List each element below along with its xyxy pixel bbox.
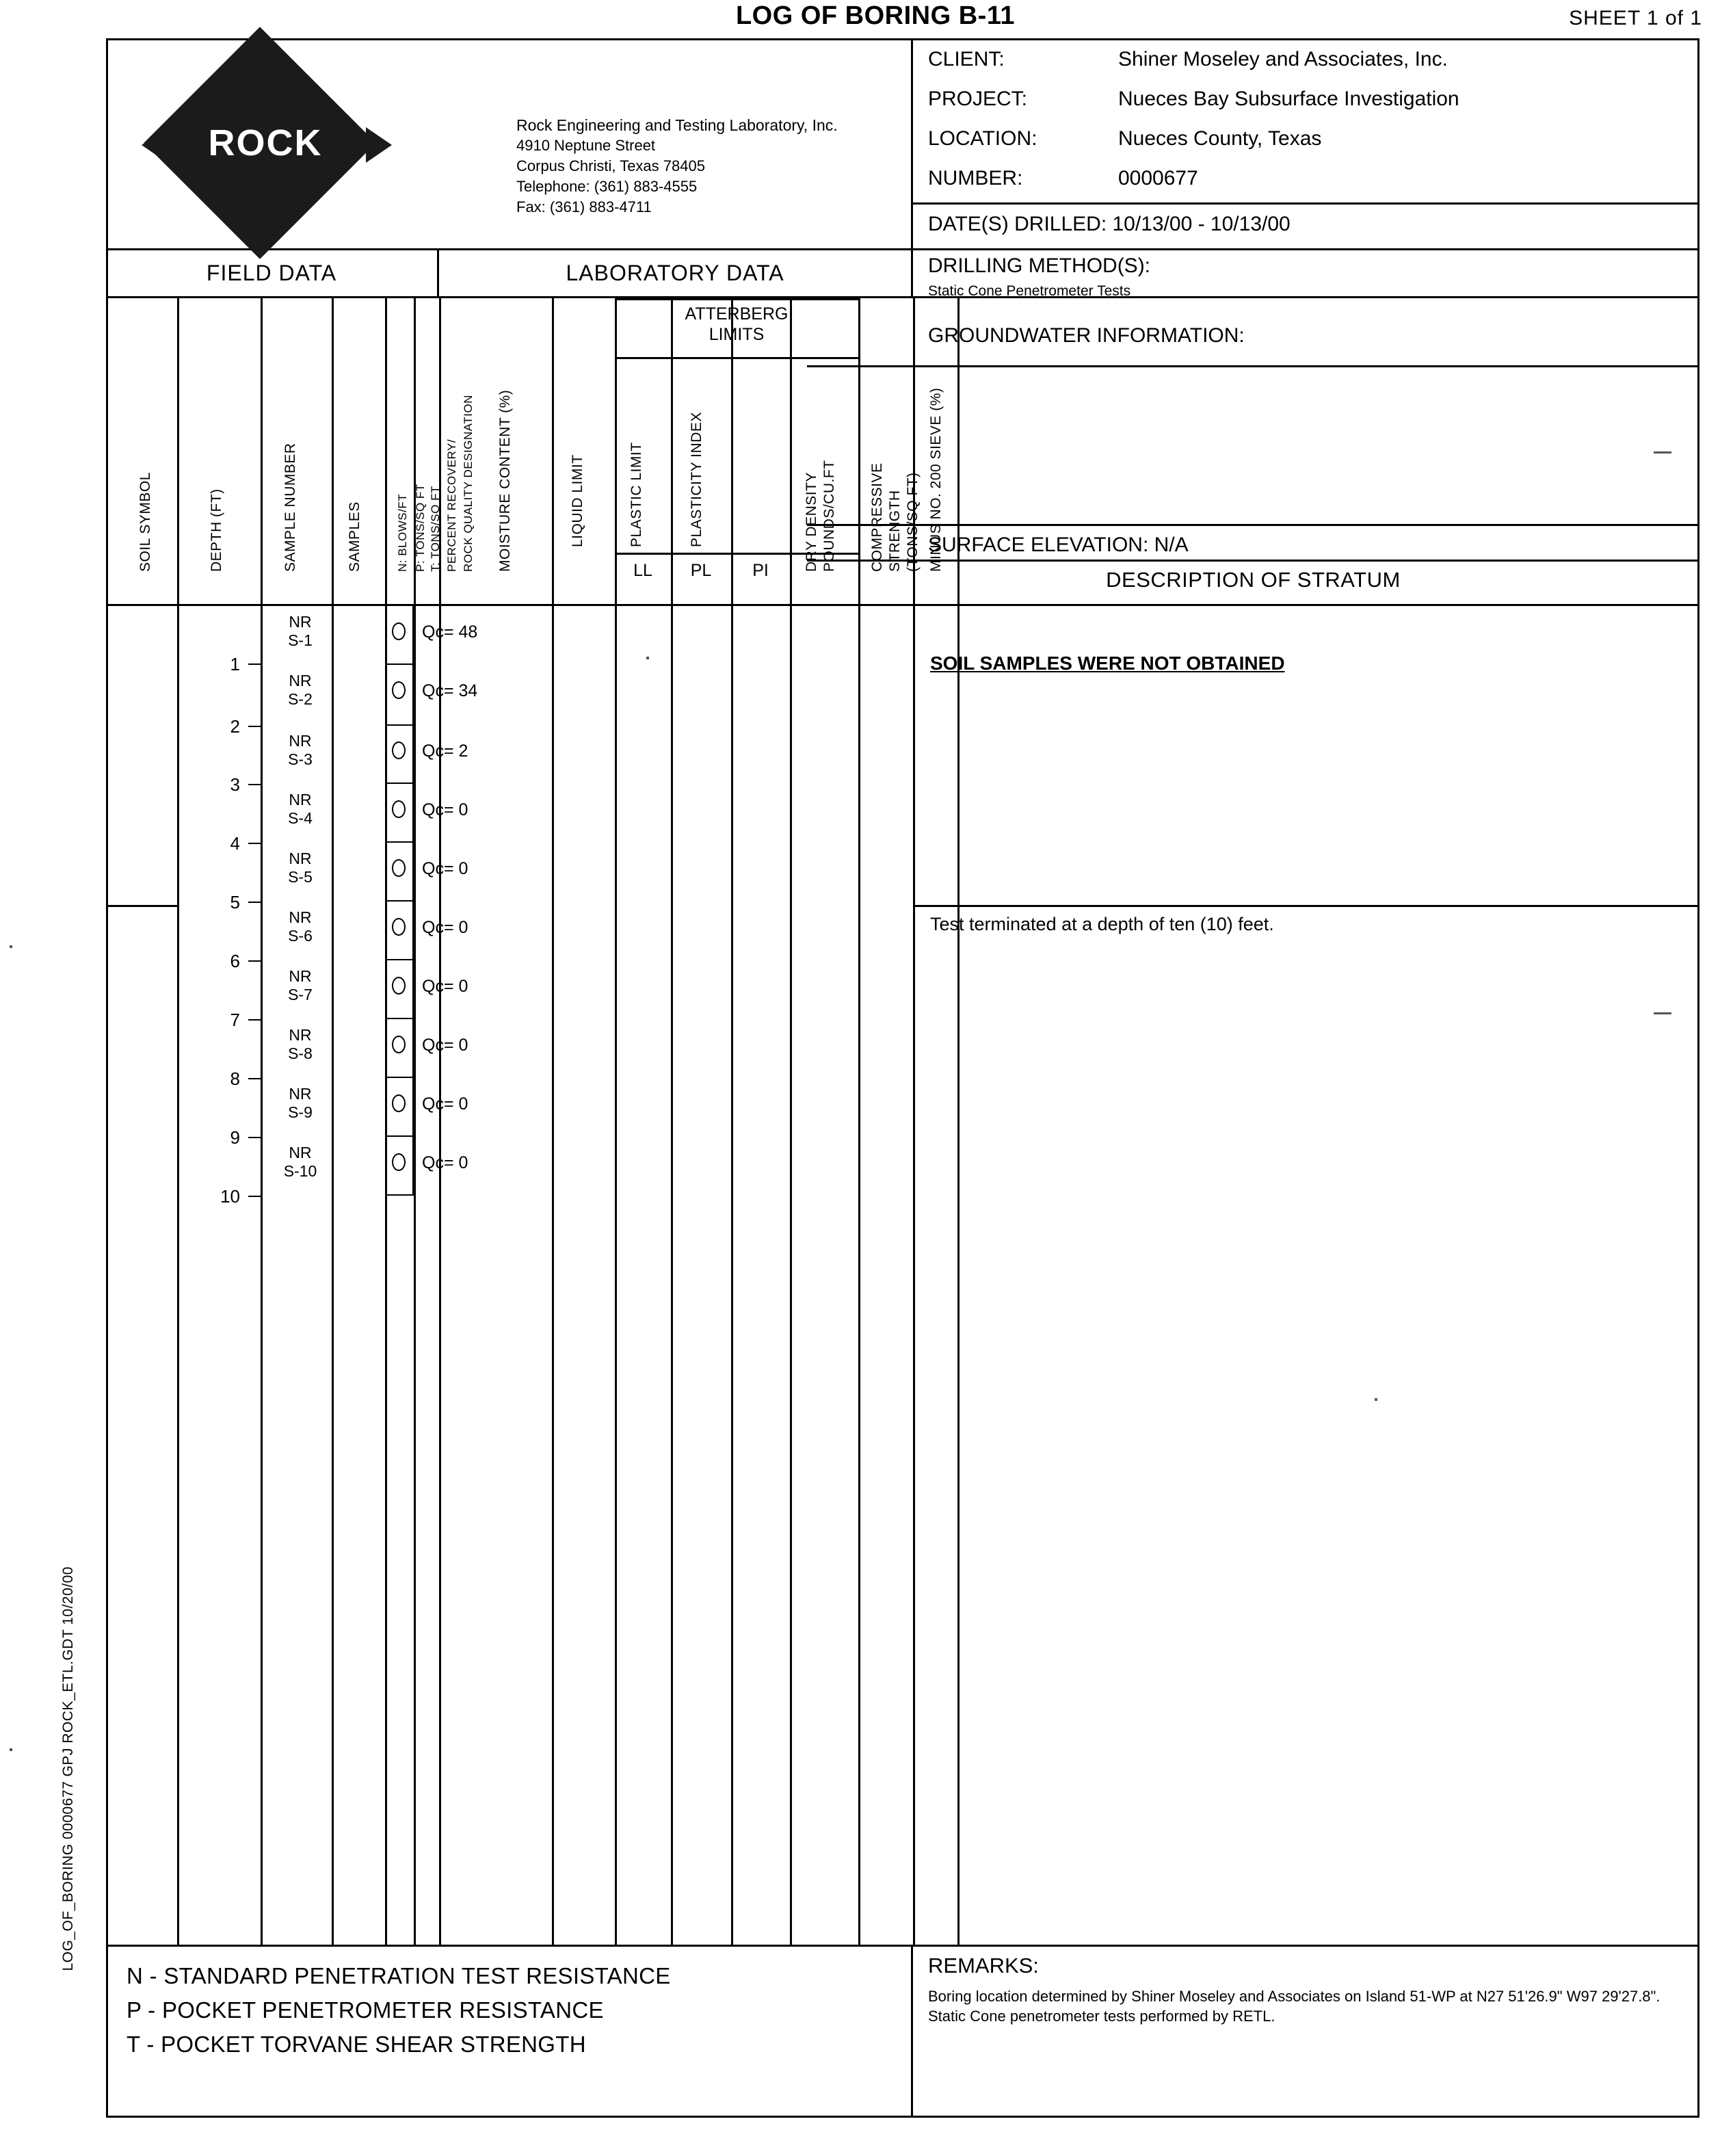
sample-row-2-qc: Qc= 34 [422,681,478,700]
col-sep-depth [261,298,263,606]
sample-row-8-qc: Qc= 0 [422,1036,468,1055]
sample-row-3-id: S-3 [288,750,313,768]
section-band [106,250,1699,298]
body-sep-0 [106,606,108,1947]
atterberg-top-line [615,298,858,300]
field-data-header: FIELD DATA [106,250,439,298]
remarks-block [913,1947,1699,2118]
stratum-terminate-line [913,905,1699,907]
col-sep-0 [106,298,108,606]
col-label-n-blows: N: BLOWS/FT [396,493,409,572]
sample-row-4-nr: NR [289,791,312,808]
depth-tick-10 [248,1196,261,1197]
page-title: LOG OF BORING B-11 [735,1,1016,30]
sample-row-5-nr: NR [289,850,312,867]
scan-speck-6 [1375,1398,1377,1401]
body-sep-depth [261,606,263,1947]
client-label: CLIENT: [928,48,1005,70]
body-sep-lab-end [913,606,915,1947]
project-value: Nueces Bay Subsurface Investigation [1118,88,1459,110]
drilling-method-value: Static Cone Penetrometer Tests [928,283,1131,299]
remarks-title: REMARKS: [928,1954,1039,1977]
body-sep-drydensity [858,606,860,1947]
project-label: PROJECT: [928,88,1028,110]
project-info-block [913,38,1699,250]
sample-row-3-nr: NR [289,732,312,750]
col-label-percent-recovery: PERCENT RECOVERY/ [445,439,458,572]
depth-label-1: 1 [230,654,240,674]
sample-row-7-nr: NR [289,967,312,985]
body-sep-moisture [552,606,554,1947]
desc-top-line [807,560,1699,562]
legend-block [106,1947,913,2118]
atterberg-title [615,304,858,345]
body-sep-soil [177,606,179,1947]
surface-elevation: SURFACE ELEVATION: N/A [928,534,1189,556]
sample-row-1-id: S-1 [288,631,313,649]
location-value: Nueces County, Texas [1118,127,1322,150]
col-label-compressive: COMPRESSIVE [869,462,885,572]
legend-n: N - STANDARD PENETRATION TEST RESISTANCE [127,1963,671,1988]
gw-bottom-line [807,524,1699,526]
rock-logo [140,51,393,235]
sample-row-9-qc: Qc= 0 [422,1094,468,1114]
atterberg-word: ATTERBERG [685,304,789,324]
depth-tick-3 [248,784,261,785]
sample-row-6-qc: Qc= 0 [422,918,468,937]
depth-tick-9 [248,1137,261,1138]
lab-address-block [516,115,899,218]
dates-drilled-row [913,202,1699,250]
scan-speck-5 [646,657,649,659]
gw-top-line [807,365,1699,367]
depth-tick-5 [248,902,261,903]
col-sep-soil [177,298,179,606]
abbr-pi: PI [752,561,769,580]
col-label-strength: STRENGTH [887,490,903,572]
depth-tick-2 [248,726,261,727]
col-label-plasticity-index: PLASTICITY INDEX [689,412,704,547]
sample-row-3-qc: Qc= 2 [422,741,468,761]
sample-row-4-qc: Qc= 0 [422,800,468,819]
sample-row-6-id: S-6 [288,927,313,945]
col-label-plastic-limit: PLASTIC LIMIT [629,442,644,547]
depth-label-2: 2 [230,716,240,737]
sample-row-5-qc: Qc= 0 [422,859,468,878]
col-label-liquid-limit: LIQUID LIMIT [570,454,585,547]
sample-symbol-10 [392,1153,406,1171]
sample-row-7-id: S-7 [288,986,313,1003]
col-sep-moisture [552,298,554,606]
file-source-label: LOG_OF_BORING 0000677 GPJ ROCK_ETL.GDT 10/20/00 [60,1566,76,1971]
client-value: Shiner Moseley and Associates, Inc. [1118,48,1448,70]
body-sep-ll-left [615,606,617,1947]
sample-row-10-nr: NR [289,1144,312,1161]
col-label-tons-sqft: (TONS/SQ FT) [905,472,921,572]
col-label-p-tons: P: TONS/SQ FT [414,484,427,572]
sample-symbol-7 [392,977,406,995]
scan-speck-2 [10,1748,12,1751]
sample-row-10-id: S-10 [283,1162,317,1180]
number-value: 0000677 [1118,167,1198,189]
number-label: NUMBER: [928,167,1023,189]
sample-symbol-4 [392,800,406,818]
lab-street: 4910 Neptune Street [516,137,656,154]
col-label-moisture: MOISTURE CONTENT (%) [497,389,513,572]
depth-label-3: 3 [230,774,240,795]
sample-row-1-qc: Qc= 48 [422,622,478,642]
location-label: LOCATION: [928,127,1037,150]
description-of-stratum-header: DESCRIPTION OF STRATUM [1106,568,1401,592]
footer-band [106,1947,1699,2118]
termination-note: Test terminated at a depth of ten (10) feet. [930,914,1274,934]
soil-col-terminate-line [106,905,177,907]
sample-symbol-3 [392,741,406,759]
depth-tick-8 [248,1078,261,1079]
lab-fax: Fax: (361) 883-4711 [516,198,652,215]
body-sep-ll [671,606,673,1947]
drilling-method-label: DRILLING METHOD(S): [928,254,1151,277]
sample-row-9-nr: NR [289,1085,312,1103]
lab-name: Rock Engineering and Testing Laboratory, Inc. [516,116,838,134]
depth-label-6: 6 [230,951,240,971]
laboratory-data-header: LABORATORY DATA [439,250,913,298]
scan-speck-4 [1654,1012,1671,1014]
column-header-zone [106,298,1699,606]
col-label-pounds-cuft: POUNDS/CU.FT [821,460,837,572]
col-label-samples: SAMPLES [347,501,362,572]
sample-symbol-9 [392,1094,406,1112]
sample-row-1-nr: NR [289,613,312,631]
col-sep-samples [385,298,387,606]
sample-row-2-id: S-2 [288,690,313,708]
dates-drilled-value: DATE(S) DRILLED: 10/13/00 - 10/13/00 [928,213,1291,235]
sample-row-5-id: S-5 [288,868,313,886]
depth-tick-6 [248,960,261,962]
lab-city: Corpus Christi, Texas 78405 [516,157,705,174]
groundwater-label: GROUNDWATER INFORMATION: [928,324,1245,347]
col-label-depth: DEPTH (FT) [209,488,224,572]
limits-word: LIMITS [709,325,765,344]
abbr-ll: LL [633,561,652,580]
sample-row-6-nr: NR [289,908,312,926]
sample-row-4-id: S-4 [288,809,313,827]
scan-speck-1 [10,945,12,948]
col-label-minus-200: MINUS NO. 200 SIEVE (%) [928,387,944,572]
log-body [106,606,1699,1947]
drilling-method-block [913,250,1699,298]
header-band [106,38,1699,250]
stratum-note: SOIL SAMPLES WERE NOT OBTAINED [930,653,1285,674]
sample-symbol-6 [392,918,406,936]
lab-identity-block [106,38,913,250]
logo-right-arrow-icon [366,127,392,163]
depth-tick-1 [248,663,261,665]
depth-tick-4 [248,843,261,844]
sample-row-2-nr: NR [289,672,312,689]
legend-p: P - POCKET PENETROMETER RESISTANCE [127,1997,604,2023]
col-label-dry-density: DRY DENSITY [804,472,819,572]
sample-row-10-qc: Qc= 0 [422,1153,468,1172]
atterberg-bottom-line [615,357,858,359]
sample-row-8-id: S-8 [288,1044,313,1062]
sample-symbol-1 [392,622,406,640]
legend-t: T - POCKET TORVANE SHEAR STRENGTH [127,2032,586,2057]
depth-label-8: 8 [230,1068,240,1089]
body-sep-compressive [957,606,960,1947]
remarks-text: Boring location determined by Shiner Moseley and Associates on Island 51-WP at N27 51'26.9" W97 29'27.8". Static Cone penetrometer tests performed by RETL. [928,1988,1661,2025]
body-sep-samples-right [414,606,416,1947]
sample-row-7-qc: Qc= 0 [422,977,468,996]
scan-speck-3 [1654,451,1671,453]
sample-symbol-8 [392,1036,406,1053]
logo-text: ROCK [208,122,323,163]
logo-left-arrow-icon [142,127,168,163]
body-sep-pi [790,606,792,1947]
lab-phone: Telephone: (361) 883-4555 [516,178,698,195]
abbr-pl: PL [690,561,712,580]
depth-label-9: 9 [230,1127,240,1148]
col-sep-sampnum [332,298,334,606]
col-label-sample-number: SAMPLE NUMBER [282,443,298,572]
depth-label-10: 10 [220,1186,240,1207]
sample-row-9-id: S-9 [288,1103,313,1121]
depth-label-4: 4 [230,833,240,854]
depth-label-7: 7 [230,1010,240,1030]
sample-symbol-2 [392,681,406,699]
body-sep-pl [731,606,733,1947]
sample-symbol-5 [392,859,406,877]
depth-tick-7 [248,1019,261,1021]
sample-row-8-nr: NR [289,1026,312,1044]
sheet-label: SHEET 1 of 1 [1569,7,1702,29]
col-label-soil-symbol: SOIL SYMBOL [137,472,153,572]
col-label-t-tons: T: TONS/SQ FT [429,486,442,572]
depth-label-5: 5 [230,892,240,912]
col-label-rqd: ROCK QUALITY DESIGNATION [462,395,475,572]
